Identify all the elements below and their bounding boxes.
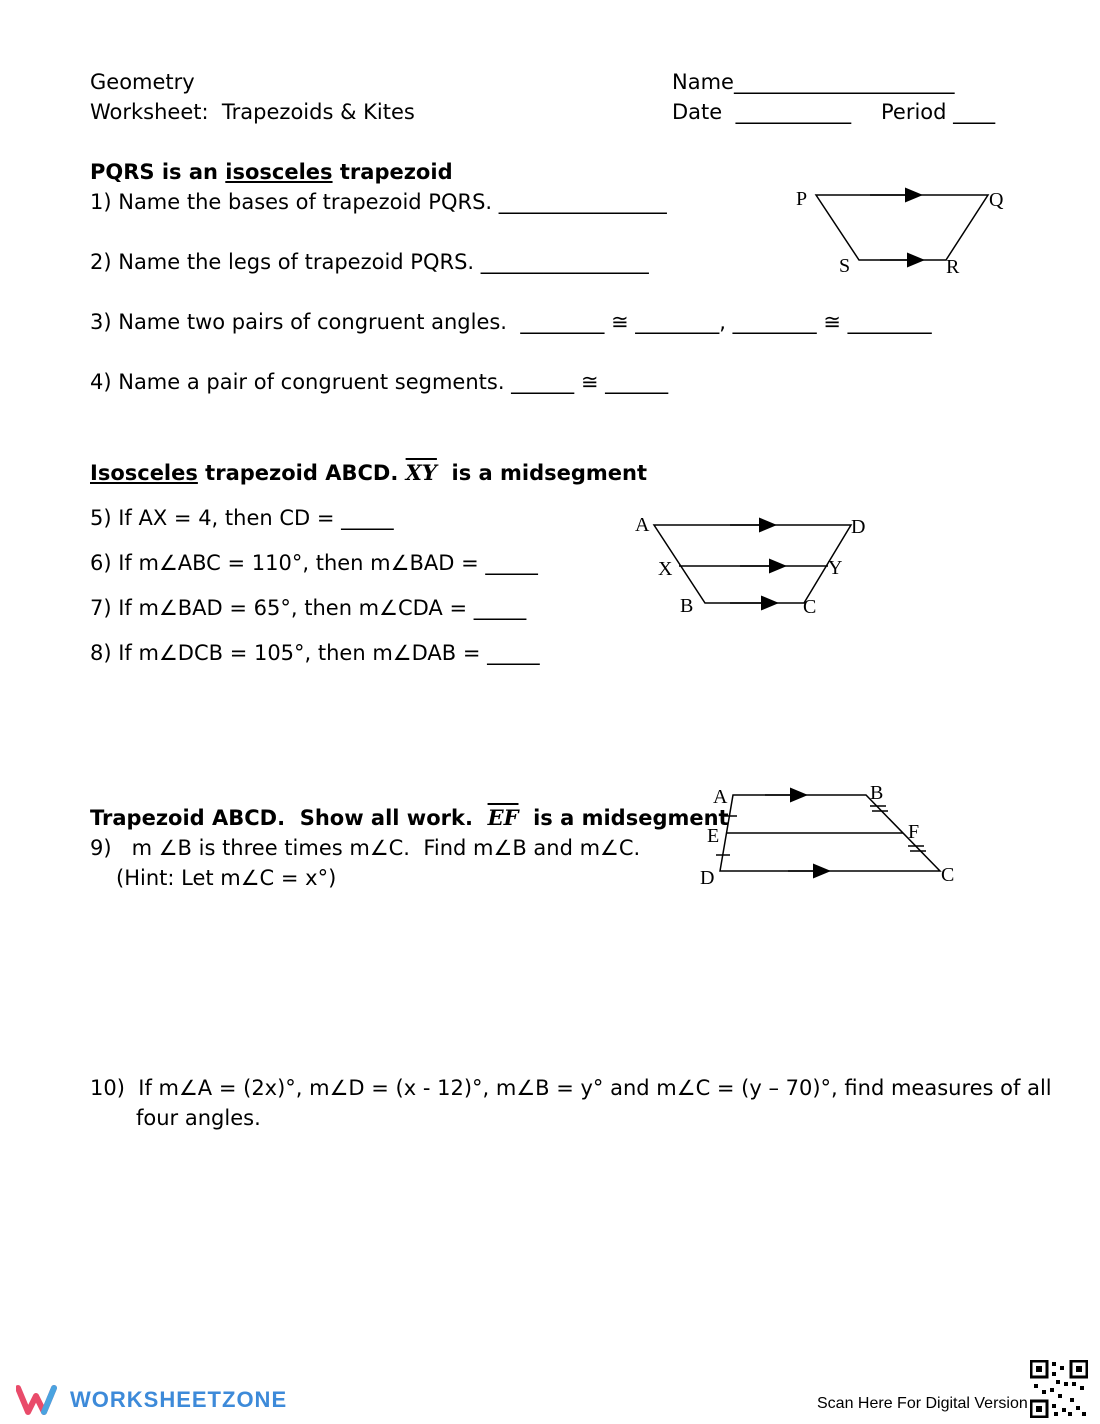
abcd-xy-diagram — [635, 514, 865, 618]
pqrs-shape — [816, 195, 988, 260]
section1-heading: PQRS is an isosceles trapezoid — [90, 160, 453, 184]
question-7[interactable]: 7) If m∠BAD = 65°, then m∠CDA = _____ — [90, 596, 527, 620]
label-s: S — [839, 255, 851, 277]
question-2[interactable]: 2) Name the legs of trapezoid PQRS. ________________ — [90, 250, 649, 274]
abcd-shape — [654, 525, 851, 603]
label-c: C — [803, 596, 817, 618]
question-8[interactable]: 8) If m∠DCB = 105°, then m∠DAB = _____ — [90, 641, 540, 665]
qr-code-icon[interactable] — [1030, 1360, 1088, 1418]
label-e: E — [707, 825, 720, 847]
question-6[interactable]: 6) If m∠ABC = 110°, then m∠BAD = _____ — [90, 551, 538, 575]
question-1[interactable]: 1) Name the bases of trapezoid PQRS. ________________ — [90, 190, 667, 214]
worksheetzone-logo-icon — [16, 1384, 62, 1416]
label-r: R — [946, 256, 960, 278]
label-q: Q — [989, 189, 1004, 211]
label-y: Y — [828, 557, 843, 579]
label-d2: D — [700, 867, 715, 889]
label-x: X — [658, 558, 673, 580]
pqrs-diagram — [796, 188, 1004, 278]
brand-logo[interactable] — [16, 1384, 287, 1416]
label-c2: C — [941, 864, 955, 886]
label-f: F — [908, 821, 920, 843]
section3-heading: Trapezoid ABCD. Show all work. $\overline{EF}$ is a midsegment — [90, 805, 729, 830]
question-9[interactable]: 9) m ∠B is three times m∠C. Find m∠B and m∠C. — [90, 836, 641, 860]
label-b2: B — [870, 782, 884, 804]
name-label: Name — [672, 70, 734, 94]
label-d: D — [851, 516, 866, 538]
question-10-line2: four angles. — [136, 1106, 261, 1130]
question-3[interactable]: 3) Name two pairs of congruent angles. ________ ≅ ________, ________ ≅ ________ — [90, 310, 932, 334]
worksheet-title: Worksheet: Trapezoids & Kites — [90, 100, 415, 124]
subject-label: Geometry — [90, 70, 195, 94]
period-label: Period — [881, 100, 947, 124]
date-blank: ___________ — [735, 100, 852, 124]
question-4[interactable]: 4) Name a pair of congruent segments. ______ ≅ ______ — [90, 370, 669, 394]
label-a: A — [635, 514, 650, 536]
label-b: B — [680, 595, 694, 617]
section2-heading: Isosceles trapezoid ABCD. $\overline{XY}$ is a midsegment — [90, 460, 648, 485]
label-p: P — [796, 188, 808, 210]
abcd-ef-diagram — [700, 782, 954, 889]
question-5[interactable]: 5) If AX = 4, then CD = _____ — [90, 506, 394, 530]
name-blank: _____________________ — [733, 70, 955, 94]
question-10[interactable]: 10) If m∠A = (2x)°, m∠D = (x - 12)°, m∠B = y° and m∠C = (y – 70)°, find measures of all — [90, 1076, 1052, 1100]
scan-text: Scan Here For Digital Version — [817, 1395, 1028, 1412]
period-blank: ____ — [953, 100, 996, 124]
brand-name: WORKSHEETZONE — [70, 1387, 288, 1412]
question-9-hint: (Hint: Let m∠C = x°) — [116, 866, 337, 890]
date-label: Date — [672, 100, 723, 124]
label-a2: A — [713, 786, 728, 808]
